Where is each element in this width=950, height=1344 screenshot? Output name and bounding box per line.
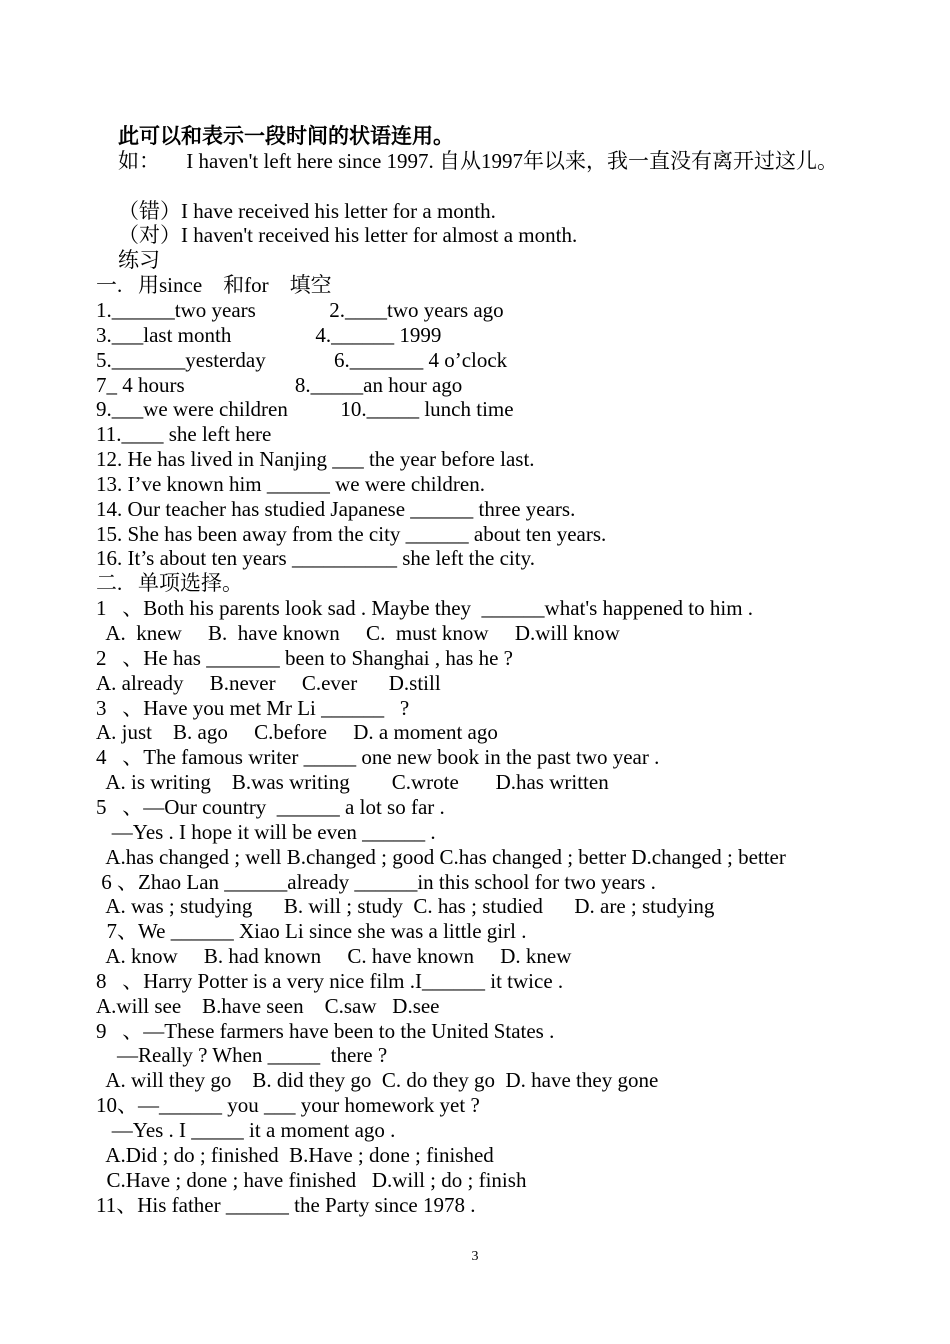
text-line: 16. It’s about ten years __________ she left the city. xyxy=(96,546,535,571)
text-line: 6 、Zhao Lan ______already ______in this school for two years . xyxy=(96,869,656,894)
text-line: 如： I haven't left here since 1997. 自从1997年以来，我一直没有离开过这儿。 xyxy=(118,148,839,173)
text-line: 11、His father ______ the Party since 1978 . xyxy=(96,1192,476,1217)
text-line: 5._______yesterday 6._______ 4 o’clock xyxy=(96,347,508,372)
text-line: 3 、Have you met Mr Li ______ ? xyxy=(96,695,410,720)
text-line: 二. 单项选择。 xyxy=(96,571,243,596)
text-line: A. was ; studying B. will ; study C. has ; studied D. are ; studying xyxy=(96,894,715,919)
page-number: 3 xyxy=(471,1249,479,1264)
text-line: 2 、He has _______ been to Shanghai , has he ? xyxy=(96,645,513,670)
text-line: C.Have ; done ; have finished D.will ; do ; finish xyxy=(96,1167,527,1192)
text-line: 3.___last month 4.______ 1999 xyxy=(96,322,442,347)
text-line: A. is writing B.was writing C.wrote D.has written xyxy=(96,770,609,795)
text-line: 一. 用since 和for 填空 xyxy=(96,273,332,298)
text-line: 11.____ she left here xyxy=(96,422,272,447)
text-line: 练习 xyxy=(118,248,160,273)
text-line: A. will they go B. did they go C. do they go D. have they gone xyxy=(96,1068,659,1093)
text-line: 10、—______ you ___ your homework yet ? xyxy=(96,1093,480,1118)
text-line: 15. She has been away from the city ______ about ten years. xyxy=(96,521,607,546)
text-line: A.has changed ; well B.changed ; good C.has changed ; better D.changed ; better xyxy=(96,844,786,869)
text-line: （对）I haven't received his letter for almost a month. xyxy=(118,223,578,248)
text-line: 8 、Harry Potter is a very nice film .I______ it twice . xyxy=(96,968,564,993)
text-line: 4 、The famous writer _____ one new book in the past two year . xyxy=(96,745,660,770)
text-line: 9.___we were children 10._____ lunch time xyxy=(96,397,514,422)
heading-line: 此可以和表示一段时间的状语连用。 xyxy=(118,124,454,148)
text-line: —Yes . I _____ it a moment ago . xyxy=(96,1118,396,1142)
text-line: 9 、—These farmers have been to the United States . xyxy=(96,1018,555,1043)
text-line: —Really ? When _____ there ? xyxy=(96,1043,388,1068)
text-line: （错）I have received his letter for a month. xyxy=(118,198,496,223)
text-line: 12. He has lived in Nanjing ___ the year before last. xyxy=(96,447,535,472)
text-line: A. know B. had known C. have known D. knew xyxy=(96,944,572,969)
text-line: 7_ 4 hours 8._____an hour ago xyxy=(96,372,463,397)
text-line: A. already B.never C.ever D.still xyxy=(96,670,441,695)
text-line: A.will see B.have seen C.saw D.see xyxy=(96,993,440,1018)
text-line: A. just B. ago C.before D. a moment ago xyxy=(96,720,498,745)
text-line: 1.______two years 2.____two years ago xyxy=(96,297,504,322)
text-line: 7、We ______ Xiao Li since she was a little girl . xyxy=(96,919,527,944)
text-line: A.Did ; do ; finished B.Have ; done ; finished xyxy=(96,1142,494,1167)
text-line: A. knew B. have known C. must know D.will know xyxy=(96,621,620,645)
text-line: 13. I’ve known him ______ we were children. xyxy=(96,471,485,496)
text-line: 14. Our teacher has studied Japanese ______ three years. xyxy=(96,496,576,521)
text-line: 1 、Both his parents look sad . Maybe they ______what's happened to him . xyxy=(96,596,754,621)
text-line: 5 、—Our country ______ a lot so far . xyxy=(96,794,445,819)
text-line: —Yes . I hope it will be even ______ . xyxy=(96,819,436,844)
